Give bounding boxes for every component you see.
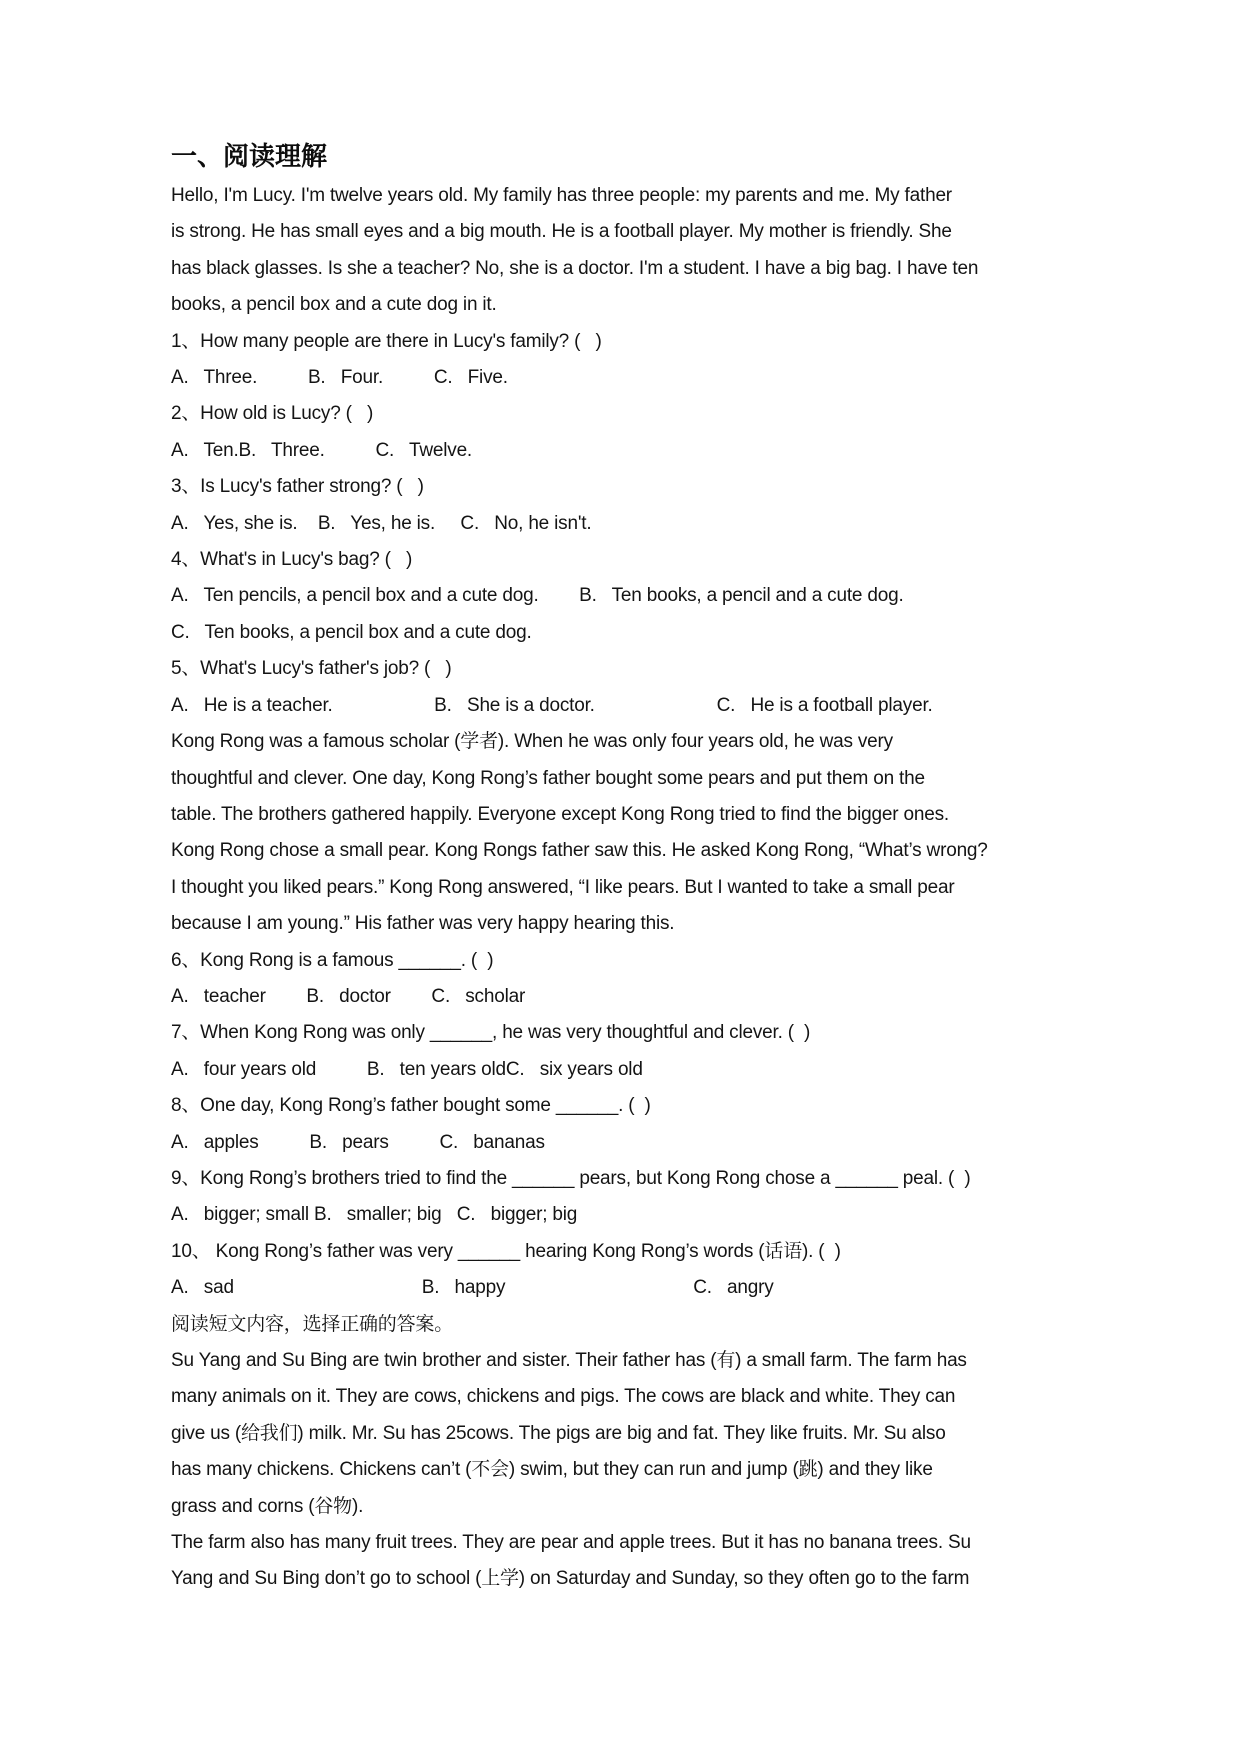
passage-lucy-line-4: books, a pencil box and a cute dog in it. bbox=[171, 294, 497, 316]
question-8-options: A. apples B. pears C. bananas bbox=[171, 1131, 545, 1153]
passage-lucy-line-3: has black glasses. Is she a teacher? No, she is a doctor. I'm a student. I have a big bag. I have ten bbox=[171, 257, 979, 279]
question-8: 8、One day, Kong Rong’s father bought some ______. ( ) bbox=[171, 1095, 651, 1117]
section-heading: 一、阅读理解 bbox=[171, 141, 328, 171]
question-3-options: A. Yes, she is. B. Yes, he is. C. No, he isn't. bbox=[171, 512, 592, 534]
passage-kongrong-line-5: I thought you liked pears.” Kong Rong answered, “I like pears. But I wanted to take a small pear bbox=[171, 876, 955, 898]
passage-kongrong-line-4: Kong Rong chose a small pear. Kong Rongs father saw this. He asked Kong Rong, “What’s wrong? bbox=[171, 840, 988, 862]
passage-lucy-line-2: is strong. He has small eyes and a big mouth. He is a football player. My mother is friendly. She bbox=[171, 221, 952, 243]
question-5: 5、What's Lucy's father's job? ( ) bbox=[171, 658, 452, 680]
question-10: 10、 Kong Rong’s father was very ______ hearing Kong Rong’s words (话语). ( ) bbox=[171, 1240, 841, 1262]
question-6-options: A. teacher B. doctor C. scholar bbox=[171, 985, 526, 1007]
passage-farm-line-2: many animals on it. They are cows, chickens and pigs. The cows are black and white. They can bbox=[171, 1386, 956, 1408]
question-2-options: A. Ten.B. Three. C. Twelve. bbox=[171, 439, 473, 461]
question-1-options: A. Three. B. Four. C. Five. bbox=[171, 367, 508, 389]
question-4-options-ab: A. Ten pencils, a pencil box and a cute dog. B. Ten books, a pencil and a cute dog. bbox=[171, 585, 904, 607]
passage-farm-line-1: Su Yang and Su Bing are twin brother and sister. Their father has (有) a small farm. The farm has bbox=[171, 1350, 967, 1371]
question-1: 1、How many people are there in Lucy's family? ( ) bbox=[171, 330, 602, 352]
question-2: 2、How old is Lucy? ( ) bbox=[171, 403, 374, 425]
passage-lucy-line-1: Hello, I'm Lucy. I'm twelve years old. My family has three people: my parents and me. My father bbox=[171, 185, 952, 206]
passage-kongrong-line-2: thoughtful and clever. One day, Kong Rong’s father bought some pears and put them on the bbox=[171, 767, 925, 789]
document-content bbox=[171, 134, 1211, 1598]
instruction-chinese: 阅读短文内容，选择正确的答案。 bbox=[171, 1313, 454, 1335]
passage-farm-line-5: grass and corns (谷物). bbox=[171, 1495, 364, 1517]
question-7: 7、When Kong Rong was only ______, he was very thoughtful and clever. ( ) bbox=[171, 1022, 811, 1044]
passage-farm-line-3: give us (给我们) milk. Mr. Su has 25cows. The pigs are big and fat. They like fruits. Mr. Su also bbox=[171, 1422, 946, 1444]
question-3: 3、Is Lucy's father strong? ( ) bbox=[171, 476, 424, 498]
question-4: 4、What's in Lucy's bag? ( ) bbox=[171, 549, 413, 571]
question-9-options: A. bigger; small B. smaller; big C. bigger; big bbox=[171, 1204, 578, 1226]
passage-kongrong-line-6: because I am young.” His father was very happy hearing this. bbox=[171, 913, 675, 935]
passage-kongrong-line-1: Kong Rong was a famous scholar (学者). When he was only four years old, he was very bbox=[171, 731, 893, 753]
question-7-options: A. four years old B. ten years oldC. six years old bbox=[171, 1058, 643, 1080]
question-9: 9、Kong Rong’s brothers tried to find the ______ pears, but Kong Rong chose a ______ peal. ( ) bbox=[171, 1167, 971, 1189]
question-5-options: A. He is a teacher. B. She is a doctor. C. He is a football player. bbox=[171, 694, 933, 716]
question-4-options-c: C. Ten books, a pencil box and a cute dog. bbox=[171, 621, 532, 643]
question-10-options: A. sad B. happy C. angry bbox=[171, 1277, 774, 1299]
passage-farm2-line-2: Yang and Su Bing don’t go to school (上学) on Saturday and Sunday, so they often go to the farm bbox=[171, 1568, 970, 1590]
passage-farm-line-4: has many chickens. Chickens can’t (不会) swim, but they can run and jump (跳) and they like bbox=[171, 1459, 933, 1481]
question-6: 6、Kong Rong is a famous ______. ( ) bbox=[171, 949, 494, 971]
passage-kongrong-line-3: table. The brothers gathered happily. Everyone except Kong Rong tried to find the bigger ones. bbox=[171, 803, 949, 825]
passage-farm2-line-1: The farm also has many fruit trees. They are pear and apple trees. But it has no banana trees. Su bbox=[171, 1532, 971, 1554]
